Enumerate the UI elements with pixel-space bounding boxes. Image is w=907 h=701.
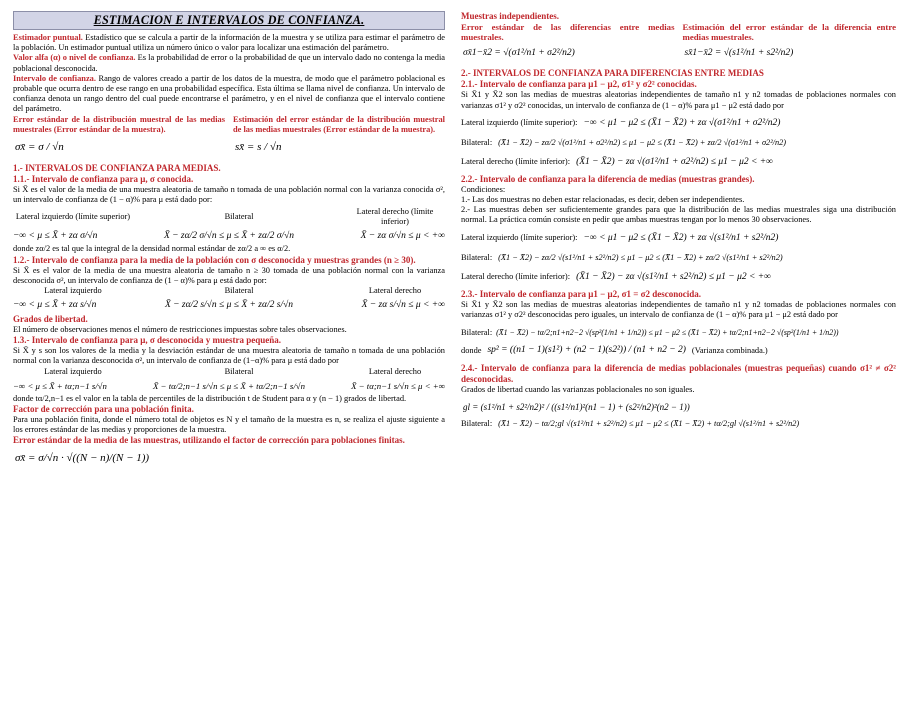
- formulas-1-3: [13, 381, 445, 391]
- formula-2-2-right: (X̄1 − X̄2) − zα √(s1²/n1 + s2²/n2) ≤ μ1 − μ2 < +∞: [576, 271, 771, 282]
- row-2-2-bilateral: [461, 253, 896, 262]
- section-2-4-text: Grados de libertad cuando las varianzas poblacionales no son iguales.: [461, 385, 695, 395]
- text-estimador-puntual: Estadístico que se calcula a partir de la información de la muestra y se utiliza para estimar el parámetro de la población. Un estimador puntual utiliza un número único o valor para localizar una estimación del parámetro.: [13, 33, 445, 53]
- section-1-3-heading: 1.3.- Intervalo de confianza para μ, σ desconocida y muestra pequeña.: [13, 335, 281, 346]
- formula-1-2-left: −∞ < μ ≤ X̄ + zα s/√n: [13, 300, 97, 311]
- formulas-1-1: [13, 231, 445, 241]
- section-2-2-heading: 2.2.- Intervalo de confianza para la diferencia de medias (muestras grandes).: [461, 173, 755, 184]
- label-right-tail-3: Lateral derecho: [368, 366, 422, 376]
- label-2-4-bilateral: Bilateral:: [461, 419, 493, 429]
- row-2-2-right: [461, 272, 896, 282]
- section-2-3-heading: 2.3.- Intervalo de confianza para μ1 − μ2, σ1 = σ2 desconocida.: [461, 288, 701, 299]
- section-2-heading: 2.- INTERVALOS DE CONFIANZA PARA DIFERENCIAS ENTRE MEDIAS: [461, 68, 764, 79]
- label-2-1-left: Lateral izquierdo (límite superior):: [461, 118, 578, 128]
- label-bilateral-3: Bilateral: [224, 366, 254, 376]
- diff-standard-error-estimate-formula: sx̄1−x̄2 = √(s1²/n1 + s2²/n2): [684, 48, 794, 59]
- term-estimador-puntual: Estimador puntual.: [13, 33, 83, 42]
- pooled-variance-formula: sp² = ((n1 − 1)(s1²) + (n2 − 1)(s2²)) / (n1 + n2 − 2): [487, 345, 686, 356]
- formula-1-2-right: X̄ − zα s/√n ≤ μ < +∞: [361, 300, 445, 311]
- labels-1-1: [13, 207, 445, 227]
- section-2-4-heading: 2.4.- Intervalo de confianza para la diferencia de medias poblacionales (muestras pequeñas) cuando σ1² ≠ σ2² desconocidas.: [461, 363, 896, 385]
- label-2-2-left: Lateral izquierdo (límite superior):: [461, 233, 578, 243]
- label-2-1-right: Lateral derecho (límite inferior):: [461, 157, 571, 167]
- row-2-1-bilateral: [461, 138, 896, 147]
- label-2-1-bilateral: Bilateral:: [461, 137, 493, 147]
- formula-1-3-right: X̄ − tα;n−1 s/√n ≤ μ < +∞: [351, 380, 445, 391]
- diff-standard-error-estimate-heading: Estimación del error estándar de la diferencia entre medias muestrales.: [682, 22, 896, 43]
- section-1-1-note: donde zα/2 es tal que la integral de la densidad normal estándar de zα/2 a ∞ es α/2.: [13, 244, 291, 254]
- section-1-3-note: donde tα/2,n−1 es el valor en la tabla de percentiles de la distribución t de Student para α y (n − 1) grados de libertad.: [13, 393, 407, 403]
- formula-1-3-left: −∞ < μ ≤ X̄ + tα;n−1 s/√n: [13, 380, 107, 391]
- formula-2-4-bilateral: (X̄1 − X̄2) − tα/2;gl √(s1²/n1 + s2²/n2) ≤ μ1 − μ2 ≤ (X̄1 − X̄2) + tα/2;gl √(s1²/n1 + s2²/n2): [498, 419, 800, 429]
- section-2-2-condition-2: 2.- Las muestras deben ser suficientemente grandes para que la distribución de las medias muestrales siga una distribución normal. La práctica común consiste en pedir que ambas muestras tengan por lo menos 30 observaciones.: [461, 205, 896, 225]
- text-intervalo: Rango de valores creado a partir de los datos de la muestra, de modo que el parámetro poblacional es probable que ocurra dentro de ese rango en una probabilidad específica. Esta última se llama nivel de confianza. Un intervalo de confianza denota un rango dentro del cual puede encontrarse el parámetro, y en el nivel de confianza que el intervalo contiene del parámetro.: [13, 73, 445, 114]
- paragraph-estimador-puntual: [13, 33, 445, 53]
- paragraph-valor-alfa: [13, 53, 445, 73]
- section-1-2-heading: 1.2.- Intervalo de confianza para la media de la población con σ desconocida y muestras grandes (n ≥ 30).: [13, 254, 416, 265]
- paragraph-intervalo: [13, 74, 445, 115]
- right-column: [461, 0, 896, 434]
- section-1-2-text: Si X̄ es el valor de la media de una muestra aleatoria de tamaño n ≥ 30 tomada de una población normal con la varianza desconocida σ², un intervalo de confianza de (1 − α)% para μ está dado por:: [13, 265, 445, 285]
- degrees-of-freedom-formula: gl = (s1²/n1 + s2²/n2)² / ((s1²/n1)²(n1 − 1) + (s2²/n2)²(n2 − 1)): [463, 402, 690, 413]
- left-column: [13, 0, 445, 464]
- label-bilateral-2: Bilateral: [224, 286, 254, 296]
- label-2-3-bilateral: Bilateral:: [461, 328, 493, 338]
- finite-correction-formula: σx̄ = σ/√n · √((N − n)/(N − 1)): [15, 452, 150, 465]
- finite-correction-subheading: Error estándar de la media de las muestras, utilizando el factor de corrección para poblaciones finitas.: [13, 435, 405, 446]
- independent-samples-heading: Muestras independientes.: [461, 11, 560, 21]
- term-valor-alfa: Valor alfa (α) o nivel de confianza.: [13, 53, 136, 63]
- label-right-tail-2: Lateral derecho: [368, 286, 422, 296]
- section-1-1-text: Si X̄ es el valor de la media de una muestra aleatoria de tamaño n tomada de una población normal con la varianza conocida σ², un intervalo de confianza de (1 − α)% para μ está dado por:: [13, 185, 445, 205]
- labels-1-2: [13, 286, 445, 296]
- formula-2-2-left: −∞ < μ1 − μ2 ≤ (X̄1 − X̄2) + zα √(s1²/n1 + s2²/n2): [583, 232, 779, 243]
- formula-2-2-bilateral: (X̄1 − X̄2) − zα/2 √(s1²/n1 + s2²/n2) ≤ μ1 − μ2 ≤ (X̄1 − X̄2) + zα/2 √(s1²/n1 + s2²/n2): [498, 252, 783, 262]
- row-2-1-right: [461, 157, 896, 167]
- section-1-heading: 1.- INTERVALOS DE CONFIANZA PARA MEDIAS.: [13, 163, 221, 174]
- term-intervalo: Intervalo de confianza.: [13, 73, 96, 83]
- standard-error-heading-a: Error estándar de la distribución muestral de las medias muestrales (Error estándar de la muestra).: [13, 114, 225, 134]
- label-2-2-bilateral: Bilateral:: [461, 252, 493, 262]
- formula-2-1-right: (X̄1 − X̄2) − zα √(σ1²/n1 + σ2²/n2) ≤ μ1 − μ2 < +∞: [576, 156, 773, 167]
- formula-1-2-bilateral: X̄ − zα/2 s/√n ≤ μ ≤ X̄ + zα/2 s/√n: [164, 300, 294, 311]
- diff-standard-error-heading: Error estándar de las diferencias entre medias muestrales.: [461, 22, 675, 43]
- finite-correction-heading: Factor de corrección para una población finita.: [13, 403, 194, 414]
- diff-standard-error-formula: σx̄1−x̄2 = √(σ1²/n1 + σ2²/n2): [463, 48, 575, 59]
- labels-1-3: [13, 367, 445, 377]
- row-2-3-bilateral: [461, 328, 896, 337]
- section-2-2-condition-1: 1.- Las dos muestras no deben estar relacionadas, es decir, deben ser independientes.: [461, 195, 745, 205]
- label-bilateral: Bilateral: [224, 212, 254, 222]
- row-2-4-bilateral: [461, 419, 896, 428]
- label-left-tail: Lateral izquierdo (límite superior): [15, 212, 131, 222]
- label-right-tail: Lateral derecho (límite inferior): [356, 207, 434, 227]
- finite-correction-text: Para una población finita, donde el número total de objetos es N y el tamaño de la muestra es n, se realiza el ajuste siguiente a los errores estándar de las medias y proporciones de la muestra.: [13, 414, 445, 435]
- formula-2-1-left: −∞ < μ1 − μ2 ≤ (X̄1 − X̄2) + zα √(σ1²/n1 + σ2²/n2): [583, 117, 781, 128]
- section-1-1-heading: 1.1.- Intervalo de confianza para μ, σ conocida.: [13, 174, 194, 185]
- row-2-2-left: [461, 233, 896, 243]
- independent-samples-block: [461, 22, 896, 58]
- section-1-3-text: Si X̄ y s son los valores de la media y la desviación estándar de una muestra aleatoria de tamaño n tomada de una población normal con la varianza desconocida σ², un intervalo de confianza de (1−α)% para μ está dado por: [13, 346, 445, 366]
- degrees-of-freedom-text: El número de observaciones menos el número de restricciones impuestas sobre tales observaciones.: [13, 325, 347, 335]
- formula-1-1-left: −∞ < μ ≤ X̄ + zα σ/√n: [13, 231, 98, 242]
- section-2-2-conditions: Condiciones:: [461, 184, 506, 194]
- pooled-variance-note: (Varianza combinada.): [691, 345, 768, 355]
- formula-1-1-bilateral: X̄ − zα/2 σ/√n ≤ μ ≤ X̄ + zα/2 σ/√n: [163, 231, 295, 242]
- standard-error-block: [13, 115, 445, 153]
- page-title: ESTIMACION E INTERVALOS DE CONFIANZA.: [13, 11, 445, 30]
- pooled-variance-row: [461, 345, 896, 355]
- standard-error-formula-b: sx̄ = s / √n: [235, 141, 282, 154]
- text-valor-alfa: Es la probabilidad de error o la probabilidad de que un intervalo dado no contenga la media poblacional desconocida.: [13, 53, 446, 73]
- pooled-variance-prefix: donde: [461, 345, 482, 355]
- standard-error-heading-b: Estimación del error estándar de la distribución muestral de las medias muestrales (Error estándar de la muestra).: [233, 114, 445, 134]
- formula-2-3-bilateral: (X̄1 − X̄2) − tα/2;n1+n2−2 √(sp²(1/n1 + 1/n2)) ≤ μ1 − μ2 ≤ (X̄1 − X̄2) + tα/2;n1+n2−2 √(sp²(1/n1 + 1/n2)): [496, 328, 839, 338]
- formulas-1-2: [13, 300, 445, 310]
- label-left-tail-2: Lateral izquierdo: [44, 286, 102, 296]
- section-2-1-text: Si X̄1 y X̄2 son las medias de muestras aleatorias independientes de tamaño n1 y n2 tomadas de poblaciones normales con varianzas σ1² y σ2² conocidas, un intervalo de confianza de (1 − α)% para μ1 − μ2 está dado por: [461, 90, 896, 110]
- section-2-3-text: Si X̄1 y X̄2 son las medias de muestras aleatorias independientes de tamaño n1 y n2 tomadas de poblaciones normales con varianzas σ1² y σ2² desconocidas pero iguales, un intervalo de confianza de (1 − α)% para μ1 − μ2 está dado por: [461, 299, 896, 319]
- label-2-2-right: Lateral derecho (límite inferior):: [461, 272, 571, 282]
- section-2-1-heading: 2.1.- Intervalo de confianza para μ1 − μ2, σ1² y σ2² conocidas.: [461, 79, 697, 90]
- formula-2-1-bilateral: (X̄1 − X̄2) − zα/2 √(σ1²/n1 + σ2²/n2) ≤ μ1 − μ2 ≤ (X̄1 − X̄2) + zα/2 √(σ1²/n1 + σ2²/n2): [498, 137, 787, 147]
- formula-1-3-bilateral: X̄ − tα/2;n−1 s/√n ≤ μ ≤ X̄ + tα/2;n−1 s/√n: [152, 380, 305, 391]
- row-2-1-left: [461, 118, 896, 128]
- degrees-of-freedom-heading: Grados de libertad.: [13, 314, 88, 325]
- label-left-tail-3: Lateral izquierdo: [44, 366, 102, 376]
- formula-1-1-right: X̄ − zα σ/√n ≤ μ < +∞: [360, 231, 445, 242]
- standard-error-formula-a: σx̄ = σ / √n: [15, 141, 64, 154]
